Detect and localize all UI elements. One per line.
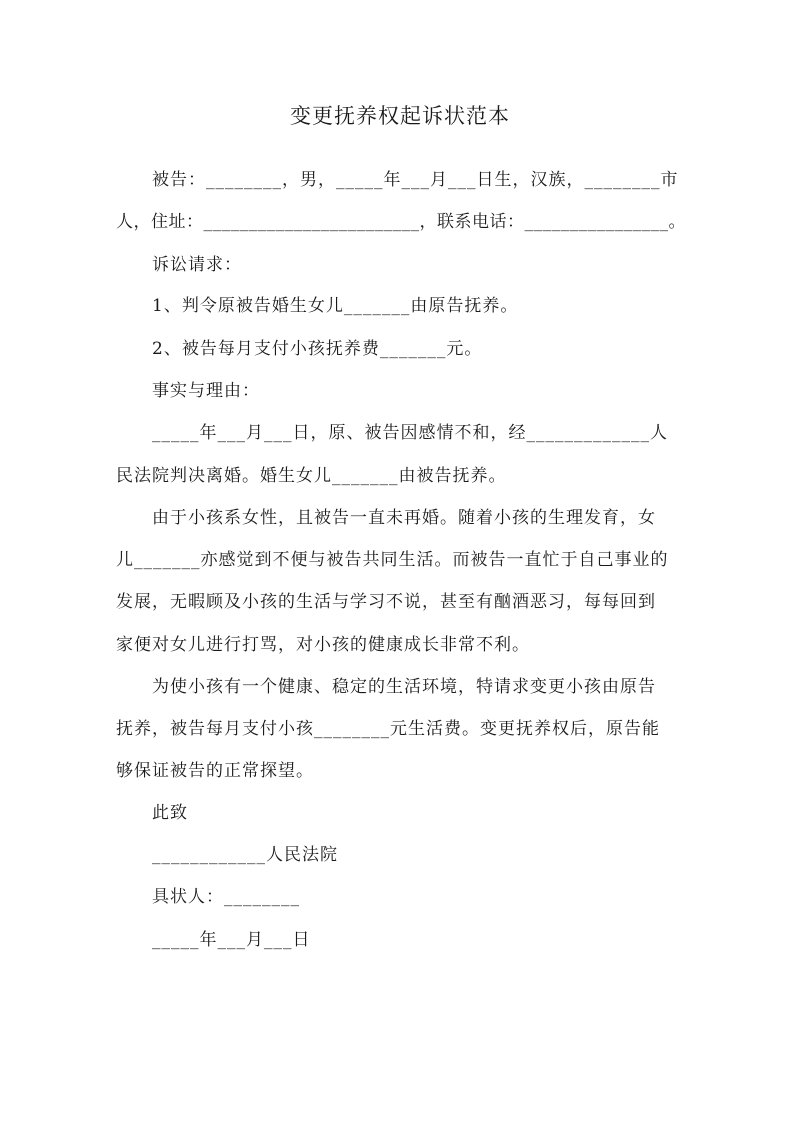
facts-para3-line2: 抚养，被告每月支付小孩________元生活费。变更抚养权后，原告能 bbox=[116, 719, 660, 739]
claim-1: 1、判令原被告婚生女儿_______由原告抚养。 bbox=[152, 296, 519, 316]
claim-2: 2、被告每月支付小孩抚养费_______元。 bbox=[152, 339, 483, 359]
facts-para1-line2: 民法院判决离婚。婚生女儿_______由被告抚养。 bbox=[116, 466, 507, 486]
facts-para2-line3: 发展，无暇顾及小孩的生活与学习不说，甚至有酗酒恶习，每每回到 bbox=[116, 592, 656, 612]
salutation: 此致 bbox=[152, 803, 188, 823]
defendant-line-2: 人，住址：________________________，联系电话：________________。 bbox=[116, 212, 686, 232]
date-line: _____年___月___日 bbox=[152, 930, 311, 950]
document-title: 变更抚养权起诉状范本 bbox=[290, 104, 510, 128]
court-name-line: ____________人民法院 bbox=[152, 845, 338, 865]
facts-para3-line3: 够保证被告的正常探望。 bbox=[116, 761, 314, 781]
facts-para2-line2: 儿_______亦感觉到不便与被告共同生活。而被告一直忙于自己事业的 bbox=[116, 550, 669, 570]
defendant-line-1: 被告：________，男，_____年___月___日生，汉族，________市 bbox=[152, 170, 679, 190]
signatory-line: 具状人：________ bbox=[152, 887, 300, 907]
facts-heading: 事实与理由： bbox=[152, 381, 260, 401]
facts-para3-line1: 为使小孩有一个健康、稳定的生活环境，特请求变更小孩由原告 bbox=[152, 677, 656, 697]
facts-para2-line4: 家便对女儿进行打骂，对小孩的健康成长非常不利。 bbox=[116, 635, 530, 655]
facts-para2-line1: 由于小孩系女性，且被告一直未再婚。随着小孩的生理发育，女 bbox=[152, 508, 656, 528]
claims-heading: 诉讼请求： bbox=[152, 255, 242, 275]
facts-para1-line1: _____年___月___日，原、被告因感情不和，经_____________人 bbox=[152, 423, 668, 443]
